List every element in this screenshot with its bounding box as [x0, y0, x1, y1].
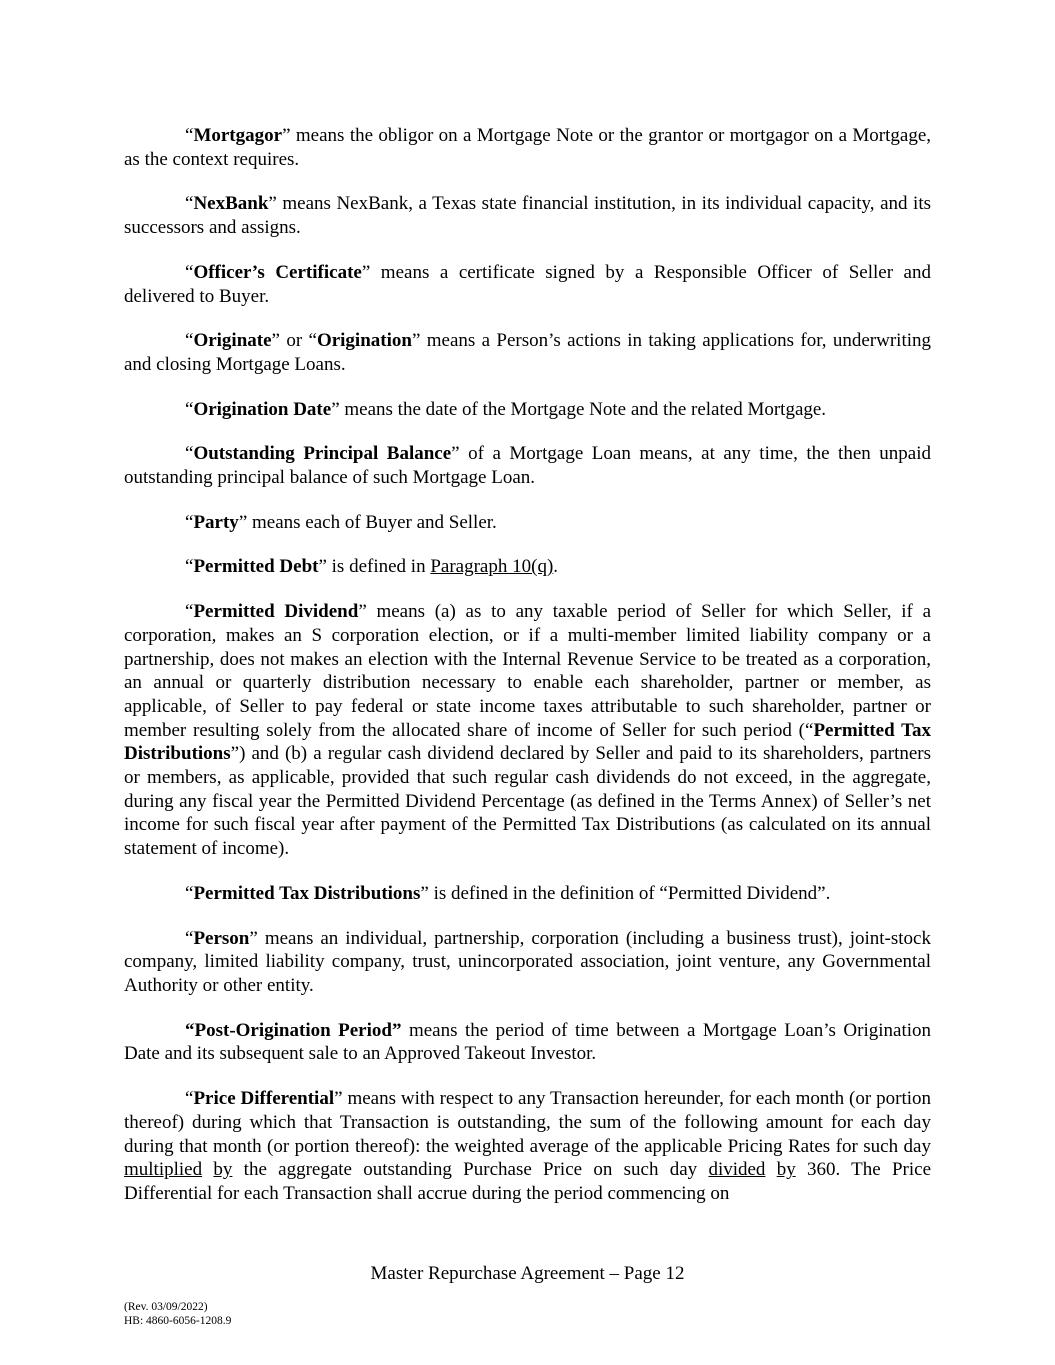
definition-party: “Party” means each of Buyer and Seller. [185, 511, 497, 533]
page-footer-title: Master Repurchase Agreement – Page 12 [370, 1263, 685, 1284]
inline-defined-term: Permitted Tax Distributions [124, 719, 931, 765]
definition-text: means a certificate signed by a Responsible Officer of Seller and delivered to Buyer. [124, 261, 931, 307]
document-id: HB: 4860-6056-1208.9 [124, 1315, 232, 1327]
defined-term: NexBank [193, 193, 269, 215]
definition-text: means a Person’s actions in taking applications for, underwriting and closing Mortgage Loans. [124, 330, 931, 375]
definition-mortgagor: “Mortgagor” means the obligor on a Mortgage Note or the grantor or mortgagor on a Mortgage, as the context requires. [124, 125, 931, 170]
definition-nexbank: “NexBank” means NexBank, a Texas state financial institution, in its individual capacity, and its successors and assigns. [124, 193, 931, 239]
definition-origination-date: “Origination Date” means the date of the Mortgage Note and the related Mortgage. [185, 398, 827, 420]
defined-term: Outstanding Principal Balance [193, 443, 452, 465]
definition-permitted-tax-distributions: “Permitted Tax Distributions” is defined in the definition of “Permitted Dividend”. [185, 882, 831, 904]
definition-connector: or “ [279, 330, 317, 352]
definition-text: means an individual, partnership, corporation (including a business trust), joint-stock company, limited liability company, trust, unincorporated association, joint venture, any Governmental Authority or other entity. [124, 927, 931, 996]
defined-term: Permitted Dividend [193, 601, 359, 623]
defined-term: Mortgagor [193, 125, 283, 146]
defined-term: “Post-Origination Period” [185, 1019, 402, 1041]
defined-term: Permitted Debt [193, 556, 319, 578]
definition-end: . [553, 556, 559, 578]
definition-text: means the period of time between a Mortgage Loan’s Origination Date and its subsequent sale to an Approved Takeout Investor. [124, 1019, 932, 1065]
underlined-word: by [213, 1159, 233, 1181]
defined-term: Price Differential [193, 1088, 335, 1110]
underlined-word: divided [708, 1159, 766, 1181]
underlined-word: by [776, 1159, 796, 1181]
definition-text: means each of Buyer and Seller. [247, 511, 497, 533]
definition-text-continued: 360. The Price Differential for each Transaction shall accrue during the period commencing on [124, 1159, 932, 1204]
definition-price-differential: “Price Differential” means with respect to any Transaction hereunder, for each month (or portion thereof) during which that Transaction is outstanding, the sum of the following amount for each day during that month (or portion thereof): the weighted average of the applicable Pricing Rates for such day multiplied by the aggregate outstanding Purchase Price on such day divided by 360. The Price Differential for each Transaction shall accrue during the period commencing on [124, 1088, 932, 1204]
defined-term-alt: Origination [316, 330, 412, 352]
document-body [124, 124, 931, 1206]
defined-term: Origination Date [193, 398, 332, 420]
revision-date: (Rev. 03/09/2022) [124, 1301, 208, 1313]
definition-permitted-debt: “Permitted Debt” is defined in Paragraph 10(q). [185, 556, 559, 578]
defined-term: Officer’s Certificate [193, 261, 362, 283]
cross-reference-link: Paragraph 10(q) [430, 556, 554, 578]
definition-originate: “Originate” or “Origination” means a Person’s actions in taking applications for, underwriting and closing Mortgage Loans. [124, 330, 931, 375]
defined-term: Originate [193, 330, 272, 352]
defined-term: Permitted Tax Distributions [193, 882, 421, 904]
definition-text: means the obligor on a Mortgage Note or the grantor or mortgagor on a Mortgage, as the context requires. [124, 125, 931, 170]
underlined-word: multiplied [124, 1159, 203, 1181]
definition-post-origination-period [124, 1019, 931, 1066]
definition-text: means the date of the Mortgage Note and the related Mortgage. [339, 398, 827, 420]
footer-meta [124, 1300, 231, 1328]
definition-person: “Person” means an individual, partnership, corporation (including a business trust), joint-stock company, limited liability company, trust, unincorporated association, joint venture, any Governmental Authority or other entity. [124, 927, 931, 996]
definition-officers-certificate: “Officer’s Certificate” means a certificate signed by a Responsible Officer of Seller and delivered to Buyer. [124, 261, 931, 307]
definition-text: means NexBank, a Texas state financial institution, in its individual capacity, and its successors and assigns. [124, 193, 931, 239]
defined-term: Person [193, 927, 250, 949]
definition-text: is defined in the definition of “Permitted Dividend”. [428, 882, 831, 904]
definition-text-continued: the aggregate outstanding Purchase Price on such day [232, 1159, 709, 1181]
defined-term: Party [193, 511, 239, 533]
definition-text-continued: ”) and (b) a regular cash dividend declared by Seller and paid to its shareholders, partners or members, as applicable, provided that such regular cash dividends do not exceed, in the aggregate, during any fiscal year the Permitted Dividend Percentage (as defined in the Terms Annex) of Seller’s net income for such fiscal year after payment of the Permitted Tax Distributions (as calculated on its annual statement of income). [124, 743, 931, 860]
definition-permitted-dividend: “Permitted Dividend” means (a) as to any taxable period of Seller for which Seller, if a corporation, makes an S corporation election, or if a multi-member limited liability company or a partnership, does not makes an election with the Internal Revenue Service to be treated as a corporation, an annual or quarterly distribution necessary to enable each shareholder, partner or member, as applicable, of Seller to pay federal or state income taxes attributable to such shareholder, partner or member resulting solely from the allocated share of income of Seller for such period (“Permitted Tax Distributions”) and (b) a regular cash dividend declared by Seller and paid to its shareholders, partners or members, as applicable, provided that such regular cash dividends do not exceed, in the aggregate, during any fiscal year the Permitted Dividend Percentage (as defined in the Terms Annex) of Seller’s net income for such fiscal year after payment of the Permitted Tax Distributions (as calculated on its annual statement of income). [124, 601, 931, 860]
definition-text: means (a) as to any taxable period of Seller for which Seller, if a corporation, makes an S corporation election, or if a multi-member limited liability company or a partnership, does not makes an election with the Internal Revenue Service to be treated as a corporation, an annual or quarterly distribution necessary to enable each shareholder, partner or member, as applicable, of Seller to pay federal or state income taxes attributable to such shareholder, partner or member resulting solely from the allocated share of income of Seller for such period (“ [124, 601, 931, 741]
definition-text: of a Mortgage Loan means, at any time, the then unpaid outstanding principal balance of such Mortgage Loan. [124, 443, 931, 489]
definition-outstanding-principal-balance: “Outstanding Principal Balance” of a Mortgage Loan means, at any time, the then unpaid outstanding principal balance of such Mortgage Loan. [124, 443, 931, 489]
definition-text: is defined in [326, 556, 431, 578]
definition-text: means with respect to any Transaction hereunder, for each month (or portion thereof) during which that Transaction is outstanding, the sum of the following amount for each day during that month (or portion thereof): the weighted average of the applicable Pricing Rates for such day [124, 1088, 932, 1157]
